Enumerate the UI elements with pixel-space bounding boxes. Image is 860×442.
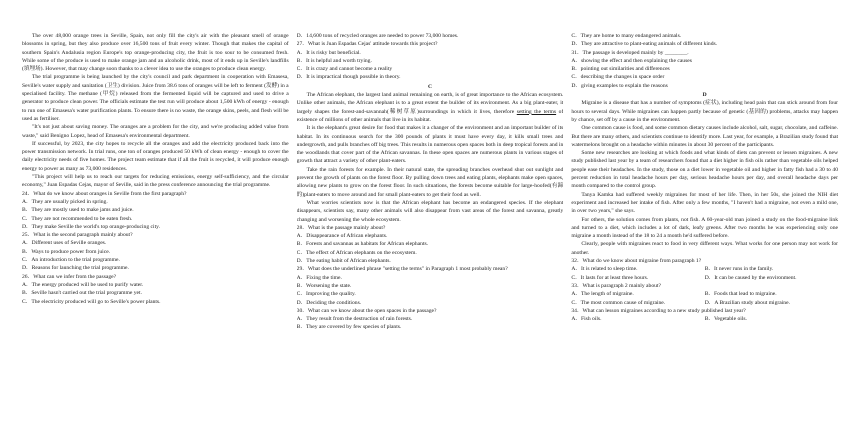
question-27-option-c: C．It is crazy and cannot become a reality bbox=[296, 66, 393, 73]
question-33-options-row-1 bbox=[571, 290, 838, 298]
question-33-option-b: B．Foods that lead to migraine. bbox=[704, 291, 777, 298]
question-34: 34．What can lesson migraines according to a new study published last year? bbox=[571, 307, 746, 314]
passage-c-paragraph-3: Take the rain forests for example. In their natural state, the spreading branches overhead shut out sunlight and prevent the growth of plants on the forest floor. By pulling down trees and eating plants, elephants make open spaces, allowing new plants to grow on the forest floor. In such situations, the forests become suitable for large-hoofed(有蹄的)plant-eaters to move around and for small plant-eaters to get their food as well. bbox=[296, 166, 564, 198]
passage-c-paragraph-1 bbox=[297, 91, 564, 124]
question-33-option-c: C．The most common cause of migraine. bbox=[571, 299, 666, 306]
question-31-option-d: D．giving examples to explain the reasons bbox=[571, 82, 668, 89]
section-c-heading: C bbox=[427, 83, 433, 90]
passage-d-paragraph-4: Tanya Kamka had suffered weekly migraines for most of her life. Then, in her 50s, she joined the NIH diet experiment and increased her intake of fish. After only a few months, "I haven't had a migraine, not even a mild one, in over two years," she says. bbox=[571, 191, 839, 215]
question-27: 27．What is Juan Espadas Cejas' attitude towards this project? bbox=[296, 41, 438, 48]
question-34-option-b: B．Vegetable oils. bbox=[704, 316, 747, 323]
question-24-option-c: C．They are not recommended to be eaten fresh. bbox=[22, 215, 133, 222]
question-29: 29．What does the underlined phrase "setting the terms" in Paragraph 1 most probably mean? bbox=[296, 266, 508, 273]
passage-b-paragraph-2: The trial programme is being launched by the city's council and park department in cooperation with Emasesa, Seville's water supply and sanitation (卫生) division. Juice from 38.6 tons of oranges will be left to ferment (发酵) in a specialised facility. The methane (甲烷) released from the fermented liquid will be captured and used to drive a generator to produce clean power. The officials estimate the test run will produce about 1,500 kWh of energy - enough to run one of Emasesa's water purification plants. To ensure there is no waste, the orange skins, peels, and flesh will be used as fertiliser. bbox=[22, 74, 289, 122]
question-31: 31．The passage is developed mainly by ________. bbox=[571, 49, 689, 56]
question-32-options-row-1 bbox=[571, 265, 838, 273]
section-d-heading: D bbox=[702, 92, 707, 99]
passage-d-paragraph-2: One common cause is food, and some common dietary causes include alcohol, salt, sugar, chocolate, and caffeine. But there are many others, and scientists continue to identify more. Last year, for example, a Brazilian study found that watermelons brought on a headache within minutes in about 30 percent of the participants. bbox=[571, 125, 839, 148]
question-24-option-b: B．They are mostly used to make jams and juice. bbox=[22, 207, 134, 214]
question-31-option-b: B．pointing out similarities and differences bbox=[571, 66, 670, 73]
passage-d-paragraph-6: Clearly, people with migraines react to food in very different ways. What works for one person may not work for another. bbox=[571, 241, 839, 256]
question-32-option-c: C．It lasts for at least three hours. bbox=[571, 274, 649, 281]
question-26: 26．What can we infer from the passage? bbox=[22, 273, 117, 280]
column-2 bbox=[297, 32, 564, 442]
passage-b-paragraph-1: The over 48,000 orange trees in Seville, Spain, not only fill the city's air with the pleasant smell of orange blossoms in spring, but they also produce over 16,500 tons of fruit every winter. Though that makes the capital of southern Spain's Andalusia region Europe's top orange-producing city, the fruit is too sour to be consumed fresh. While some of the produce is used to make orange jam and an alcoholic drink, most of it ends up in Seville's landfills (填埋场). However, that may change soon thanks to a clever idea to use the oranges to produce clean energy. bbox=[22, 33, 289, 73]
question-29-option-c: C．Improving the quality. bbox=[296, 291, 356, 298]
question-27-option-b: B．It is helpful and worth trying. bbox=[296, 57, 372, 64]
question-25: 25．What is the second paragraph mainly about? bbox=[22, 232, 133, 239]
question-25-option-a: A．Different uses of Seville oranges. bbox=[22, 240, 107, 247]
question-26-option-c: C．The electricity produced will go to Seville's power plants. bbox=[22, 298, 161, 305]
question-32: 32．What do we know about migraine from paragraph 1? bbox=[571, 258, 702, 265]
question-28-option-b: B．Forests and savannas as habitats for African elephants. bbox=[296, 241, 429, 248]
question-26-option-a: A．The energy produced will be used to purify water. bbox=[22, 281, 144, 288]
question-30-option-b: B．They are covered by few species of plants. bbox=[296, 324, 402, 331]
question-31-option-c: C．describing the changes in space order bbox=[571, 74, 665, 81]
question-28: 28．What is the passage mainly about? bbox=[296, 224, 386, 231]
passage-d-paragraph-3: Some new researches are looking at which foods and what kinds of diets can prevent or lessen migraines. A new study published last year by a team of researchers found that a diet higher in fish oils rather than vegetable oils helped people ease their headaches. In the study, those on a diet lower in vegetable oil and higher in fatty fish had a 30 to 40 percent reduction in total headache hours per day, serious headache hours per day, and overall headache days per month compared to the control group. bbox=[571, 150, 839, 190]
passage-d-paragraph-5: For others, the solution comes from plants, not fish. A 60-year-old man joined a study on the food-migraine link and turned to a diet, which includes a lot of dark, leafy greens. After two months he was experiencing only one migraine a month instead of the 18 to 24 a month he'd suffered before. bbox=[571, 216, 839, 240]
question-25-option-c: C．An introduction to the trial programme. bbox=[22, 257, 120, 264]
question-25-option-d: D．Reasons for launching the trial programme. bbox=[22, 265, 129, 272]
question-33: 33．What is paragraph 2 mainly about? bbox=[571, 282, 661, 289]
passage-c-paragraph-2: It is the elephant's great desire for food that makes it a changer of the environment and an important builder of its habitat. In its continuous search for the 300 pounds of plants it must have every day, it kills small trees and undergrowth, and pulls branches off big trees. This results in numerous open spaces both in deep tropical forests and in the woodlands that cover part of the African savannas. In these open spaces are numerous plants in various stages of growth that attract a variety of other plant-eaters. bbox=[296, 125, 564, 165]
question-24-option-a: A．They are usually picked in spring. bbox=[22, 198, 108, 205]
question-26-option-d: D．14,600 tons of recycled oranges are needed to power 73,000 homes. bbox=[296, 33, 459, 39]
question-34-option-a: A．Fish oils. bbox=[571, 316, 602, 323]
question-28-option-a: A．Disappearance of African elephants. bbox=[296, 233, 388, 240]
question-24: 24．What do we know about oranges in Seville from the first paragraph? bbox=[22, 190, 187, 197]
passage-c-paragraph-1-end: of existence of millions of other animals that live in its habitat. bbox=[296, 108, 564, 123]
question-31-option-a: A．showing the effect and then explaining the causes bbox=[571, 57, 692, 64]
question-28-option-c: C．The effect of African elephants on the ecosystem. bbox=[296, 249, 417, 256]
question-32-option-d: D．It can be caused by the environment. bbox=[704, 274, 797, 281]
question-28-option-d: D．The eating habit of African elephants. bbox=[296, 258, 391, 265]
passage-b-paragraph-5: "This project will help us to reach our targets for reducing emissions, energy self-sufficiency, and the circular economy," Juan Espadas Cejas, mayor of Seville, said in the press conference announcing the trial programme. bbox=[22, 174, 289, 189]
passage-c-paragraph-1-start: The African elephant, the largest land animal remaining on earth, is of great importance to the African ecosystem. Unlike other animals, the African elephant is to a great extent the builder of its environment. As a big plant-eater, it largely shapes the forest-and-savannah(稀树草原)surroundings in which it lives, therefore bbox=[296, 92, 564, 115]
question-27-option-d: D．It is impractical though possible in theory. bbox=[296, 74, 401, 81]
question-24-option-d: D．They make Seville the world's top orange-producing city. bbox=[22, 223, 160, 230]
question-33-option-d: D．A Brazilian study about migraine. bbox=[704, 299, 790, 306]
question-30-option-a: A．They result from the destruction of rain forests. bbox=[296, 316, 413, 323]
column-1 bbox=[22, 32, 289, 442]
question-26-option-b: B．Seville hasn't carried out the trial programme yet. bbox=[22, 290, 142, 297]
question-32-option-b: B．It never runs in the family. bbox=[704, 266, 774, 273]
passage-c-paragraph-4: What worries scientists now is that the African elephant has become an endangered species. If the elephant disappears, scientists say, many other animals will also disappear from vast areas of the forest and savanna, greatly changing and worsening the whole ecosystem. bbox=[296, 199, 564, 223]
underlined-phrase: setting the terms bbox=[516, 108, 557, 115]
question-32-options-row-2 bbox=[571, 274, 838, 282]
question-30: 30．What can we know about the open spaces in the passage? bbox=[296, 307, 437, 314]
question-33-options-row-2 bbox=[571, 299, 838, 307]
question-27-option-a: A．It is risky but beneficial. bbox=[296, 49, 361, 56]
question-29-option-d: D．Deciding the conditions. bbox=[296, 299, 362, 306]
question-30-option-c: C．They are home to many endangered animals. bbox=[571, 33, 682, 39]
question-32-option-a: A．It is related to sleep time. bbox=[571, 266, 638, 273]
passage-b-paragraph-3: "It's not just about saving money. The oranges are a problem for the city, and we're producing added value from waste," said Benigno Lopez, head of Emasesa's environmental department. bbox=[22, 124, 289, 139]
passage-b-paragraph-4: If successful, by 2023, the city hopes to recycle all the oranges and add the electricity produced back into the power transmission network. In trial runs, one ton of oranges produced 50 kWh of clean energy - enough to cover the daily electricity needs of five homes. The project team estimate that if all the fruit is recycled, it will produce enough energy to power as many as 73,000 residences. bbox=[22, 140, 289, 172]
question-29-option-b: B．Worsening the state. bbox=[296, 282, 352, 289]
question-33-option-a: A．The length of migraine. bbox=[571, 291, 634, 298]
question-29-option-a: A．Fixing the time. bbox=[296, 274, 342, 281]
passage-d-paragraph-1: Migraine is a disease that has a number of symptoms (症状), including head pain that can stick around from four hours to several days. While migraines can happen partly because of genetic (基因的) problems, attacks may happen by chance, set off by a cause in the environment. bbox=[571, 100, 839, 123]
question-25-option-b: B．Ways to produce power from juice. bbox=[22, 248, 111, 255]
question-30-option-d: D．They are attractive to plant-eating animals of different kinds. bbox=[571, 41, 718, 48]
column-3 bbox=[571, 32, 838, 442]
question-34-options-row-1 bbox=[571, 315, 838, 323]
